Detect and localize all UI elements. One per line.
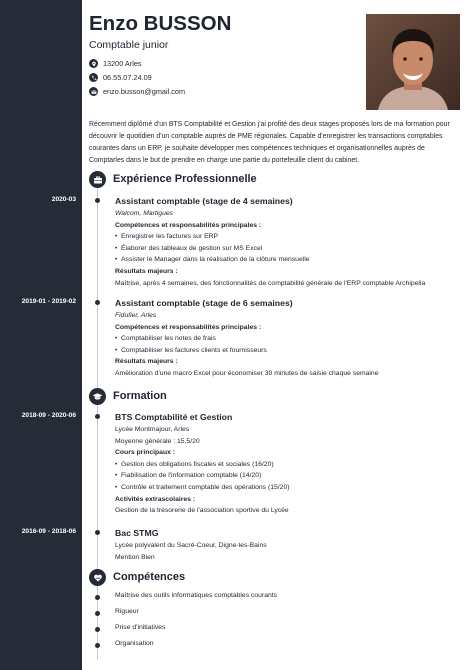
skill-item: Organisation xyxy=(115,640,154,647)
email-text[interactable]: enzo.busson@gmail.com xyxy=(103,87,186,96)
education-1-title: BTS Comptabilité et Gestion xyxy=(115,412,233,422)
experience-1-employer: Walcom, Martigues xyxy=(115,210,174,217)
education-1-grade: Moyenne générale : 15,5/20 xyxy=(115,437,200,445)
experience-2-bullet: • Comptabiliser les notes de frais xyxy=(115,333,460,345)
timeline-dot xyxy=(95,611,100,616)
profile-photo xyxy=(366,14,460,110)
contact-email xyxy=(89,87,185,96)
contact-phone xyxy=(89,73,152,82)
experience-2-results: Amélioration d'une macro Excel pour économiser 30 minutes de saisie chaque semaine xyxy=(115,369,379,377)
candidate-name: Enzo BUSSON xyxy=(89,12,232,35)
experience-2-bullet: • Comptabiliser les factures clients et fournisseurs xyxy=(115,345,460,357)
job-title: Comptable junior xyxy=(89,39,169,51)
profile-summary: Récemment diplômé d'un BTS Comptabilité et Gestion j'ai profité des deux stages proposés lors de ma formation pour découvrir le quotidien d'un comptable auprès de PME régionales. Capable d'enregistrer les transactions comptables courantes dans un ERP, je souhaite développer mes compétences techniques et organisationnelles auprès de Comptarles dans le but de prendre en charge une partie du portefeuille client du cabinet. xyxy=(89,121,450,164)
location-text: 13200 Arles xyxy=(103,59,142,68)
phone-text: 06.55.07.24.09 xyxy=(103,73,152,82)
education-1 xyxy=(115,410,460,517)
experience-2-title: Assistant comptable (stage de 6 semaines) xyxy=(115,298,293,308)
education-2-dates: 2016-09 - 2018-06 xyxy=(21,528,76,535)
education-2 xyxy=(115,526,460,563)
experience-1-bullet: • Élaborer des tableaux de gestion sur MS Excel xyxy=(115,243,460,255)
experience-1-bullet: • Enregistrer les factures sur ERP xyxy=(115,231,460,243)
timeline-dot xyxy=(95,595,100,600)
timeline-dot xyxy=(95,414,100,419)
experience-2-employer: Fidufier, Arles xyxy=(115,312,157,319)
experience-2-resp-label: Compétences et responsabilités principales : xyxy=(115,323,262,331)
experience-2 xyxy=(115,296,460,380)
experience-1-dates: 2020-03 xyxy=(51,196,76,203)
section-title-experience: Expérience Professionnelle xyxy=(113,173,257,185)
experience-1 xyxy=(115,194,460,289)
contact-location xyxy=(89,59,142,68)
email-icon xyxy=(89,87,98,96)
education-2-school: Lycée polyvalent du Sacré-Coeur, Digne-les-Bains xyxy=(115,542,267,549)
education-1-courses-label: Cours principaux : xyxy=(115,449,176,457)
experience-1-title: Assistant comptable (stage de 4 semaines) xyxy=(115,196,293,206)
section-title-skills: Compétences xyxy=(113,571,186,583)
experience-2-results-label: Résultats majeurs : xyxy=(115,358,178,366)
experience-1-results: Maîtrise, après 4 semaines, des fonctionnalités de comptabilité générale de l'ERP comptable Archipelia xyxy=(115,279,426,287)
education-1-activities-label: Activités extrascolaires : xyxy=(115,495,196,503)
skill-item: Rigueur xyxy=(115,608,139,615)
location-pin-icon xyxy=(89,59,98,68)
education-1-course: • Fiabilisation de l'information comptable (14/20) xyxy=(115,470,460,482)
experience-1-results-label: Résultats majeurs : xyxy=(115,267,178,275)
phone-icon xyxy=(89,73,98,82)
education-1-dates: 2018-09 - 2020-06 xyxy=(21,412,76,419)
graduation-cap-icon xyxy=(89,388,106,405)
timeline-dot xyxy=(95,643,100,648)
timeline-dot xyxy=(95,530,100,535)
experience-1-resp-label: Compétences et responsabilités principales : xyxy=(115,221,262,229)
education-1-course: • Contrôle et traitement comptable des opérations (15/20) xyxy=(115,482,460,494)
experience-2-dates: 2019-01 - 2019-02 xyxy=(21,298,76,305)
section-title-education: Formation xyxy=(113,390,167,402)
timeline-dot xyxy=(95,198,100,203)
experience-1-bullet: • Assister le Manager dans la réalisation de la clôture mensuelle xyxy=(115,254,460,266)
timeline-dot xyxy=(95,627,100,632)
education-1-course: • Gestion des obligations fiscales et sociales (16/20) xyxy=(115,459,460,471)
education-1-school: Lycée Montmajour, Arles xyxy=(115,426,190,433)
briefcase-icon xyxy=(89,171,106,188)
skill-item: Maîtrise des outils informatiques comptables courants xyxy=(115,592,278,599)
skill-item: Prise d'initiatives xyxy=(115,624,166,631)
timeline-dot xyxy=(95,300,100,305)
heart-hand-icon xyxy=(89,569,106,586)
education-2-title: Bac STMG xyxy=(115,528,159,538)
sidebar xyxy=(0,0,82,670)
education-2-grade: Mention Bien xyxy=(115,553,155,561)
education-1-activities: Gestion de la trésorerie de l'association sportive du Lycée xyxy=(115,507,289,515)
